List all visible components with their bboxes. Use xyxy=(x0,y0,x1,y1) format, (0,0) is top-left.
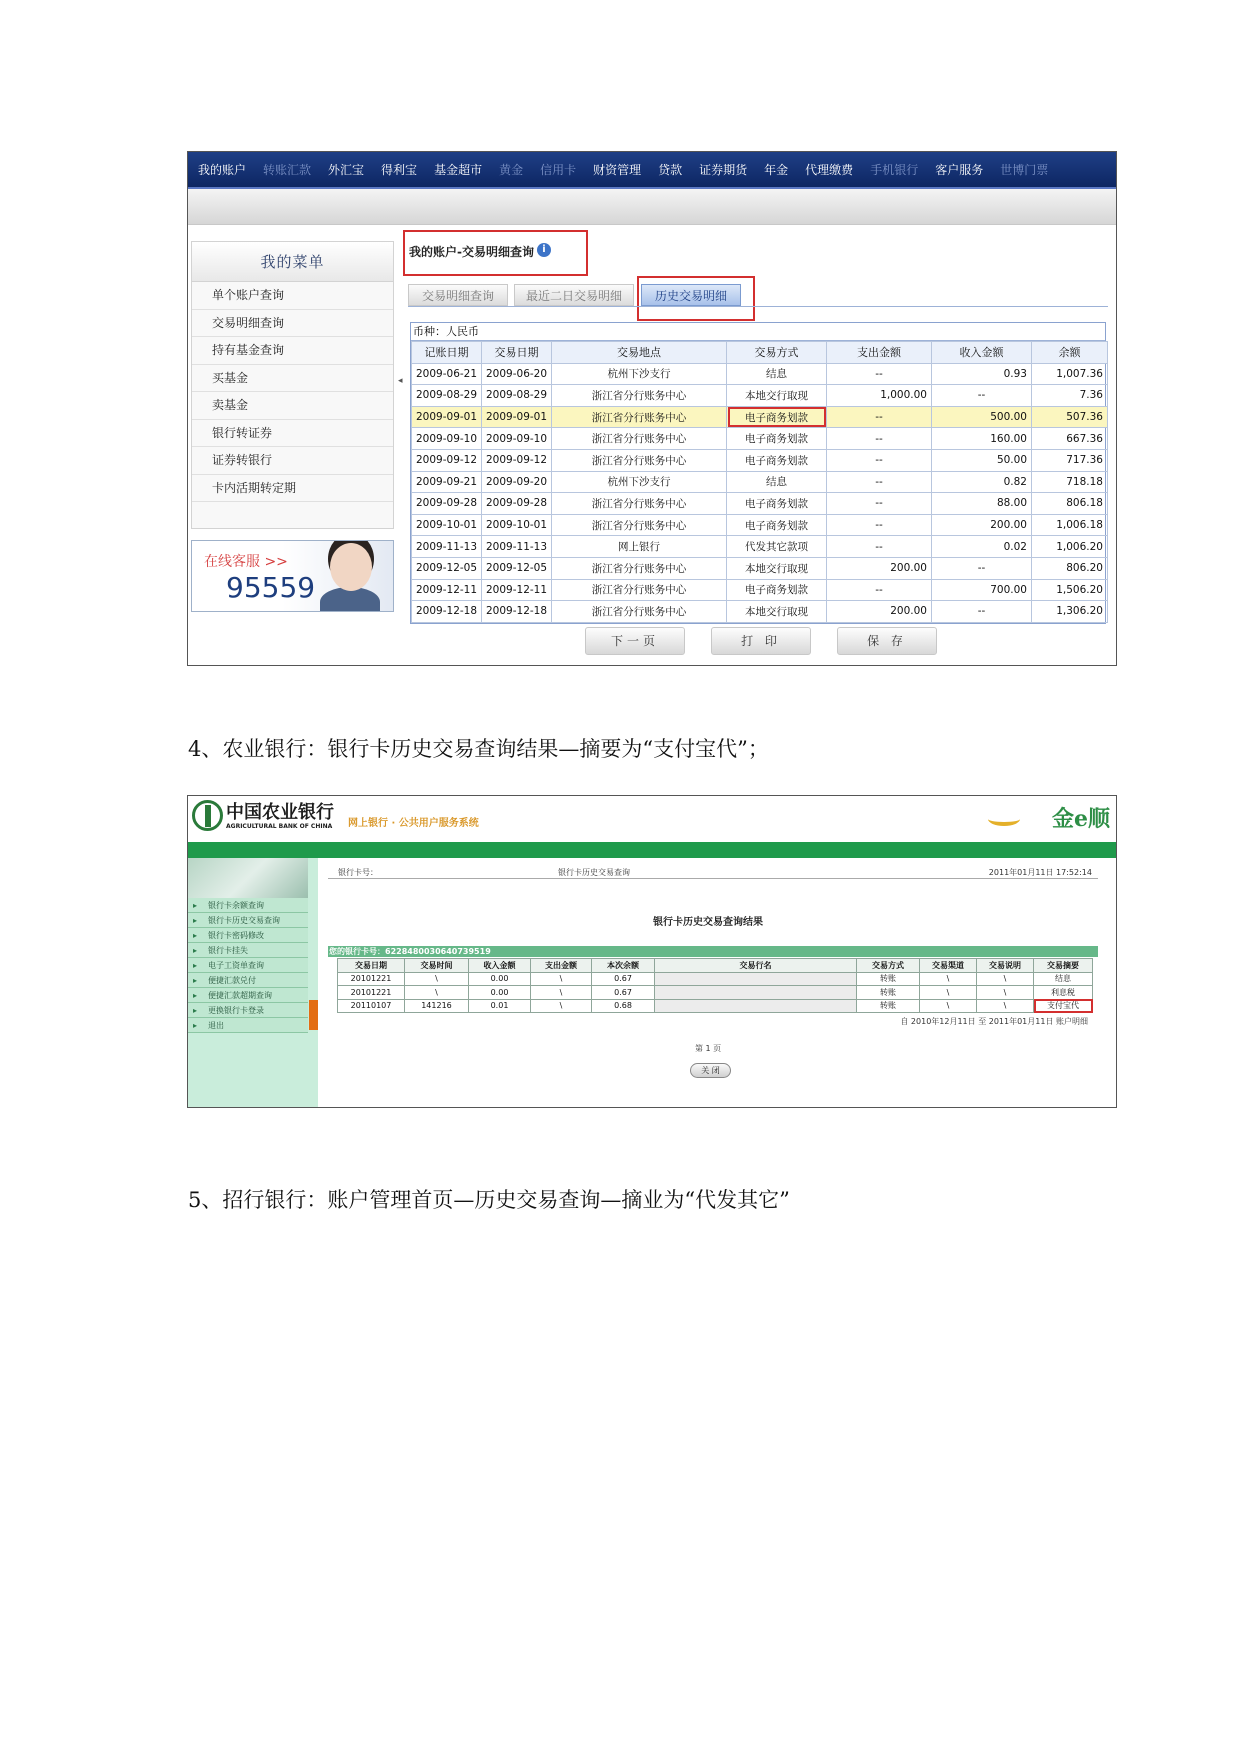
table-cell: 2009-09-21 xyxy=(412,471,482,493)
column-header: 交易方式 xyxy=(857,959,920,973)
table-cell: 2009-09-01 xyxy=(482,406,552,428)
table-cell: 1,000.00 xyxy=(827,385,932,407)
next-page-button[interactable]: 下一页 xyxy=(585,627,685,655)
menu-item[interactable]: 卡内活期转定期 xyxy=(192,475,393,503)
sidebar-toggle-handle[interactable] xyxy=(309,1000,318,1030)
table-cell: 0.67 xyxy=(592,986,655,1000)
nav-item[interactable]: 世博门票 xyxy=(1000,163,1049,177)
table-cell: 141216 xyxy=(405,999,469,1013)
table-cell: 7.36 xyxy=(1032,385,1108,407)
table-cell: \ xyxy=(531,972,592,986)
column-header: 支出金额 xyxy=(827,342,932,364)
table-cell: 浙江省分行账务中心 xyxy=(552,579,727,601)
table-row xyxy=(412,385,1108,407)
table-cell: 1,306.20 xyxy=(1032,601,1108,623)
table-cell: 转账 xyxy=(857,986,920,1000)
result-title: 银行卡历史交易查询结果 xyxy=(653,917,763,928)
table-cell: 2009-12-11 xyxy=(412,579,482,601)
menu-item[interactable]: 单个账户查询 xyxy=(192,282,393,310)
table-cell: \ xyxy=(531,986,592,1000)
divider xyxy=(328,878,1098,879)
nav-item[interactable]: 贷款 xyxy=(658,163,683,177)
table-cell: 浙江省分行账务中心 xyxy=(552,601,727,623)
menu-item[interactable]: 证券转银行 xyxy=(192,447,393,475)
table-cell: 2009-09-12 xyxy=(412,449,482,471)
table-cell: 2009-12-11 xyxy=(482,579,552,601)
table-cell: 本地交行取现 xyxy=(727,557,827,579)
table-cell: 2009-06-21 xyxy=(412,363,482,385)
table-cell: 转账 xyxy=(857,999,920,1013)
table-cell: 2009-12-18 xyxy=(412,601,482,623)
table-row xyxy=(412,471,1108,493)
sidebar-item[interactable]: ▸ 便捷汇款超期查询 xyxy=(188,988,308,1003)
table-row xyxy=(412,514,1108,536)
table-row xyxy=(412,579,1108,601)
table-cell: -- xyxy=(932,557,1032,579)
table-cell: 718.18 xyxy=(1032,471,1108,493)
nav-item[interactable]: 基金超市 xyxy=(434,163,483,177)
column-header: 交易地点 xyxy=(552,342,727,364)
column-header: 支出金额 xyxy=(531,959,592,973)
table-cell: 1,007.36 xyxy=(1032,363,1108,385)
table-cell: -- xyxy=(827,449,932,471)
system-name: 网上银行 · 公共用户服务系统 xyxy=(348,818,479,829)
table-cell: 2009-09-01 xyxy=(412,406,482,428)
column-header: 交易时间 xyxy=(405,959,469,973)
table-cell: 0.82 xyxy=(932,471,1032,493)
sub-bar xyxy=(188,189,1116,225)
tab-underline xyxy=(408,306,1108,307)
table-cell: 2009-12-18 xyxy=(482,601,552,623)
table-row xyxy=(412,428,1108,450)
column-header: 交易日期 xyxy=(482,342,552,364)
table-cell: 20101221 xyxy=(338,986,405,1000)
table-cell: -- xyxy=(827,579,932,601)
page-indicator: 第 1 页 xyxy=(695,1044,722,1053)
table-cell: 0.93 xyxy=(932,363,1032,385)
bank-screenshot-1 xyxy=(187,151,1117,666)
nav-item[interactable]: 客户服务 xyxy=(935,163,984,177)
table-cell: 2009-09-10 xyxy=(412,428,482,450)
table-cell: \ xyxy=(977,986,1034,1000)
table-cell: -- xyxy=(827,493,932,515)
table-cell: 电子商务划款 xyxy=(727,449,827,471)
column-header: 收入金额 xyxy=(932,342,1032,364)
menu-title: 我的菜单 xyxy=(192,242,393,282)
table-cell: 2009-10-01 xyxy=(482,514,552,536)
table-cell: 0.68 xyxy=(592,999,655,1013)
card-number-bar: 您的银行卡号：6228480030640739519 xyxy=(328,946,1098,957)
table-cell: 支付宝代 xyxy=(1034,999,1093,1013)
query-title: 银行卡历史交易查询 xyxy=(558,868,630,877)
bank-name-en: AGRICULTURAL BANK OF CHINA xyxy=(226,823,333,830)
nav-item[interactable]: 我的账户 xyxy=(198,163,247,177)
online-service-banner[interactable] xyxy=(191,540,394,612)
table-cell: 2009-06-20 xyxy=(482,363,552,385)
table-cell: 2009-09-12 xyxy=(482,449,552,471)
sidebar-item[interactable]: ▸ 退出 xyxy=(188,1018,308,1033)
table-cell: 50.00 xyxy=(932,449,1032,471)
table-cell: \ xyxy=(920,986,977,1000)
table-row xyxy=(412,536,1108,558)
caption-4: 4、农业银行：银行卡历史交易查询结果—摘要为“支付宝代”； xyxy=(188,737,769,761)
table-cell: 浙江省分行账务中心 xyxy=(552,406,727,428)
table-cell: 2009-10-01 xyxy=(412,514,482,536)
side-menu xyxy=(191,241,394,529)
sidebar-item[interactable]: ▸ 银行卡挂失 xyxy=(188,943,308,958)
table-cell: -- xyxy=(827,471,932,493)
table-cell: 2009-09-28 xyxy=(482,493,552,515)
agent-photo xyxy=(330,543,372,591)
column-header: 交易方式 xyxy=(727,342,827,364)
nav-item[interactable]: 转账汇款 xyxy=(263,163,312,177)
transaction-table xyxy=(410,322,1106,624)
table-cell: 浙江省分行账务中心 xyxy=(552,428,727,450)
abc-header xyxy=(188,796,1116,842)
card-number-label: 银行卡号： xyxy=(338,868,378,877)
table-row xyxy=(412,363,1108,385)
table-cell: 电子商务划款 xyxy=(727,514,827,536)
table-cell: 507.36 xyxy=(1032,406,1108,428)
table-cell: 结息 xyxy=(1034,972,1093,986)
table-cell: 2009-12-05 xyxy=(482,557,552,579)
nav-item[interactable]: 代理缴费 xyxy=(805,163,854,177)
table-cell: 浙江省分行账务中心 xyxy=(552,557,727,579)
table-cell: 2009-09-10 xyxy=(482,428,552,450)
column-header: 本次余额 xyxy=(592,959,655,973)
table-cell: 500.00 xyxy=(932,406,1032,428)
tab-detail-query[interactable]: 交易明细查询 xyxy=(408,284,508,306)
tab-recent-two-days[interactable]: 最近二日交易明细 xyxy=(514,284,634,306)
info-icon[interactable]: i xyxy=(537,243,551,257)
table-cell: 浙江省分行账务中心 xyxy=(552,385,727,407)
nav-item[interactable]: 手机银行 xyxy=(870,163,919,177)
service-label: 在线客服 >> xyxy=(204,554,288,570)
table-cell: 2009-12-05 xyxy=(412,557,482,579)
nav-item[interactable]: 年金 xyxy=(764,163,789,177)
column-header: 交易说明 xyxy=(977,959,1034,973)
currency-label: 币种：人民币 xyxy=(411,323,1105,341)
table-row xyxy=(412,557,1108,579)
column-header: 交易渠道 xyxy=(920,959,977,973)
table-cell: 网上银行 xyxy=(552,536,727,558)
page-title xyxy=(403,230,588,276)
table-cell: -- xyxy=(932,601,1032,623)
menu-item[interactable]: 银行转证券 xyxy=(192,420,393,448)
table-cell: -- xyxy=(827,363,932,385)
table-cell: 电子商务划款 xyxy=(727,428,827,450)
table-cell: 2009-08-29 xyxy=(412,385,482,407)
table-cell: \ xyxy=(920,972,977,986)
table-row xyxy=(412,406,1108,428)
sidebar-item[interactable]: ▸ 便捷汇款兑付 xyxy=(188,973,308,988)
table-cell: 结息 xyxy=(727,363,827,385)
table-cell: 700.00 xyxy=(932,579,1032,601)
table-cell: 2009-11-13 xyxy=(482,536,552,558)
table-cell: 电子商务划款 xyxy=(727,579,827,601)
table-cell: 浙江省分行账务中心 xyxy=(552,514,727,536)
abc-logo-icon xyxy=(192,800,223,831)
table-cell: \ xyxy=(977,999,1034,1013)
table-row xyxy=(338,986,1093,1000)
table-cell: 717.36 xyxy=(1032,449,1108,471)
table-cell: 本地交行取现 xyxy=(727,601,827,623)
service-phone: 95559 xyxy=(226,571,316,604)
table-cell: \ xyxy=(405,986,469,1000)
brand-swoosh-icon xyxy=(988,812,1020,826)
table-cell: 杭州下沙支行 xyxy=(552,471,727,493)
table-cell xyxy=(655,972,857,986)
close-button[interactable]: 关 闭 xyxy=(690,1063,731,1078)
tab-history-detail[interactable]: 历史交易明细 xyxy=(641,284,741,306)
table-cell: 806.18 xyxy=(1032,493,1108,515)
table-cell: -- xyxy=(827,428,932,450)
menu-item[interactable]: 持有基金查询 xyxy=(192,337,393,365)
table-cell: 0.01 xyxy=(469,999,531,1013)
table-cell: 20110107 xyxy=(338,999,405,1013)
table-cell: 0.00 xyxy=(469,986,531,1000)
menu-item[interactable]: 交易明细查询 xyxy=(192,310,393,338)
sidebar-item[interactable]: ▸ 银行卡历史交易查询 xyxy=(188,913,308,928)
table-cell: 1,006.20 xyxy=(1032,536,1108,558)
table-row xyxy=(412,601,1108,623)
table-cell: -- xyxy=(932,385,1032,407)
nav-item[interactable]: 财资管理 xyxy=(593,163,642,177)
datetime: 2011年01月11日 17:52:14 xyxy=(988,868,1092,877)
table-cell: 2009-09-28 xyxy=(412,493,482,515)
top-nav xyxy=(188,152,1116,189)
table-cell: 浙江省分行账务中心 xyxy=(552,493,727,515)
print-button[interactable]: 打 印 xyxy=(711,627,811,655)
column-header: 交易日期 xyxy=(338,959,405,973)
nav-item[interactable]: 得利宝 xyxy=(381,163,418,177)
sidebar-item[interactable]: ▸ 银行卡余额查询 xyxy=(188,898,308,913)
table-cell: 1,506.20 xyxy=(1032,579,1108,601)
table-cell: 结息 xyxy=(727,471,827,493)
column-header: 余额 xyxy=(1032,342,1108,364)
table-cell: 2009-09-20 xyxy=(482,471,552,493)
table-cell: \ xyxy=(405,972,469,986)
menu-item[interactable]: 卖基金 xyxy=(192,392,393,420)
table-cell: 20101221 xyxy=(338,972,405,986)
nav-item[interactable]: 外汇宝 xyxy=(328,163,365,177)
table-cell: 200.00 xyxy=(827,601,932,623)
table-cell: 806.20 xyxy=(1032,557,1108,579)
nav-item[interactable]: 证券期货 xyxy=(699,163,748,177)
table-cell: 电子商务划款 xyxy=(727,406,827,428)
table-cell: 2009-11-13 xyxy=(412,536,482,558)
column-header: 交易行名 xyxy=(655,959,857,973)
table-cell: 利息税 xyxy=(1034,986,1093,1000)
table-cell xyxy=(655,999,857,1013)
page-title-text: 我的账户-交易明细查询 xyxy=(409,245,534,259)
table-row xyxy=(338,999,1093,1013)
table-cell: -- xyxy=(827,514,932,536)
table-cell: 本地交行取现 xyxy=(727,385,827,407)
nav-item[interactable]: 信用卡 xyxy=(540,163,577,177)
table-cell: 2009-08-29 xyxy=(482,385,552,407)
table-cell: 1,006.18 xyxy=(1032,514,1108,536)
highlight-box-tab xyxy=(637,276,755,321)
table-cell: -- xyxy=(827,406,932,428)
table-cell: 浙江省分行账务中心 xyxy=(552,449,727,471)
table-cell: 电子商务划款 xyxy=(727,493,827,515)
sidebar-item[interactable]: ▸ 电子工资单查询 xyxy=(188,958,308,973)
table-cell xyxy=(655,986,857,1000)
table-cell: 杭州下沙支行 xyxy=(552,363,727,385)
table-row xyxy=(338,972,1093,986)
period-text: 自 2010年12月11日 至 2011年01月11日 账户明细 xyxy=(900,1017,1088,1026)
table-cell: 200.00 xyxy=(932,514,1032,536)
column-header: 收入金额 xyxy=(469,959,531,973)
table-cell: \ xyxy=(531,999,592,1013)
sidebar-item[interactable]: ▸ 更换银行卡登录 xyxy=(188,1003,308,1018)
bank-screenshot-2 xyxy=(187,795,1117,1108)
brand-logo: 金e顺 xyxy=(1052,806,1110,832)
table-cell: 0.00 xyxy=(469,972,531,986)
table-cell: \ xyxy=(977,972,1034,986)
bank-name: 中国农业银行 xyxy=(226,802,334,823)
collapse-arrow-icon[interactable]: ◂ xyxy=(398,376,403,386)
table-cell: 200.00 xyxy=(827,557,932,579)
table-cell: \ xyxy=(920,999,977,1013)
table-cell: 88.00 xyxy=(932,493,1032,515)
table-cell: 代发其它款项 xyxy=(727,536,827,558)
table-cell: 667.36 xyxy=(1032,428,1108,450)
side-banner-image xyxy=(188,858,308,898)
menu-item[interactable]: 买基金 xyxy=(192,365,393,393)
nav-item[interactable]: 黄金 xyxy=(499,163,524,177)
save-button[interactable]: 保 存 xyxy=(837,627,937,655)
sidebar-item[interactable]: ▸ 银行卡密码修改 xyxy=(188,928,308,943)
column-header: 记账日期 xyxy=(412,342,482,364)
table-row xyxy=(412,493,1108,515)
caption-5: 5、招行银行：账户管理首页—历史交易查询—摘业为“代发其它” xyxy=(188,1188,790,1212)
table-cell: 0.02 xyxy=(932,536,1032,558)
column-header: 交易摘要 xyxy=(1034,959,1093,973)
table-cell: -- xyxy=(827,536,932,558)
table-cell: 0.67 xyxy=(592,972,655,986)
table-row xyxy=(412,449,1108,471)
green-band xyxy=(188,842,1116,858)
table-cell: 160.00 xyxy=(932,428,1032,450)
history-table xyxy=(337,958,1093,1013)
table-cell: 转账 xyxy=(857,972,920,986)
